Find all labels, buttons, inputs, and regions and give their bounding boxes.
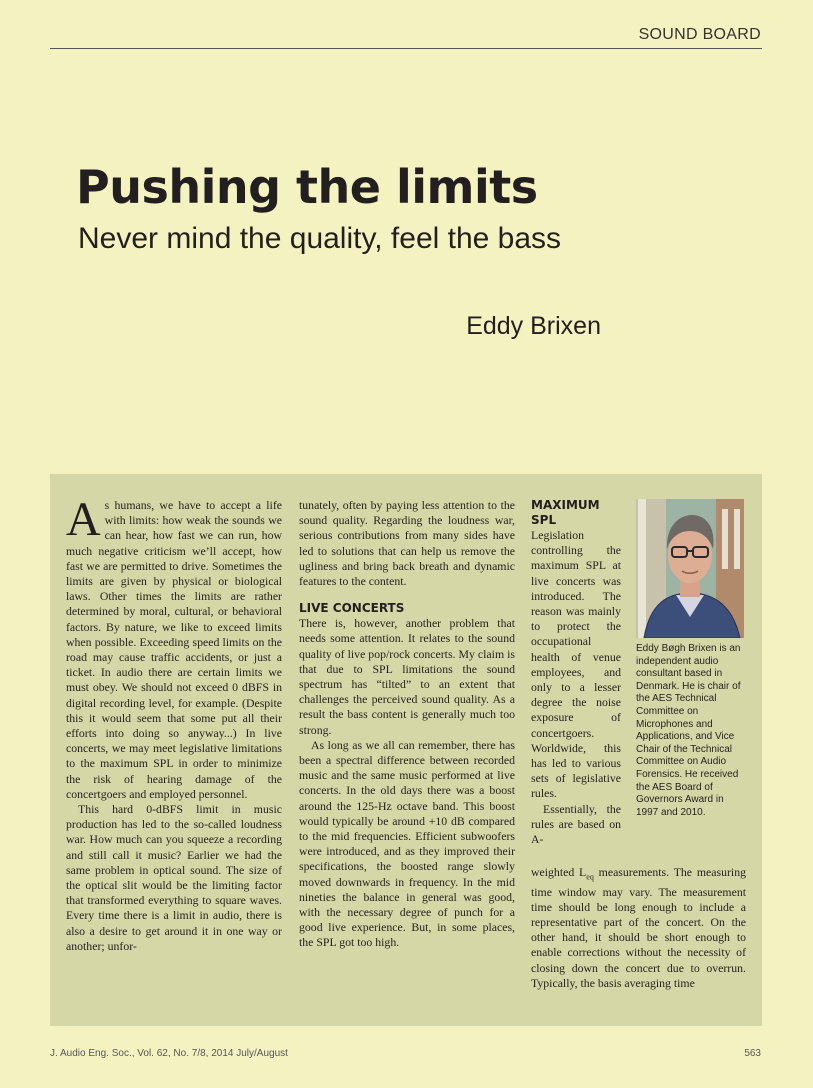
- section-heading-maximum-spl: MAXIMUM SPL: [531, 498, 600, 527]
- column-2: [299, 498, 515, 951]
- column-1: [66, 493, 282, 954]
- page-number: 563: [744, 1048, 761, 1059]
- paragraph: Essentially, the rules are based on A-: [531, 801, 621, 847]
- paragraph: This hard 0-dBFS limit in music production has led to the so-called loudness war. How much can you squeeze a recording and still call it music? Earlier we had the same problem in optical sound. The size of the optical slit would be the limiting factor that transformed everything to square waves. Every time there is a limit in audio, there is also a desire to get around it in one way or another; unfor-: [66, 802, 282, 953]
- text-run: weighted L: [531, 865, 587, 879]
- article-subtitle: Never mind the quality, feel the bass: [78, 222, 562, 255]
- text-run: measurements. The measuring time window may vary. The measurement time should be long enough to include a representative part of the concert. On the other hand, it should be short enough to enable corrections without the necessity of closing down the concert due to overrun. Typically, the basis averaging time: [531, 865, 747, 990]
- paragraph: Legislation controlling the maximum SPL at live concerts was introduced. The reason was mainly to protect the occupational health of venue employees, and only to a lesser degree the noise exposure of concertgoers. Worldwide, this has led to various sets of legislative rules.: [531, 528, 621, 801]
- paragraph: tunately, often by paying less attention to the sound quality. Regarding the loudness war, serious contributions from many sides have led to solutions that can help us remove the ugliness and bring back breath and dynamic features to the content.: [299, 498, 515, 589]
- drop-cap: A: [66, 493, 101, 546]
- journal-citation: J. Audio Eng. Soc., Vol. 62, No. 7/8, 2014 July/August: [50, 1048, 288, 1059]
- article-title: Pushing the limits: [76, 160, 538, 214]
- header-rule: [50, 48, 762, 49]
- author-bio-caption: Eddy Bøgh Brixen is an independent audio consultant based in Denmark. He is chair of the AES Technical Committee on Microphones and Applications, and Vice Chair of the Technical Committee on Audio Forensics. He received the AES Board of Governors Award in 1997 and 2010.: [636, 643, 741, 818]
- paragraph: [531, 865, 746, 991]
- section-heading-live-concerts: LIVE CONCERTS: [299, 601, 405, 616]
- column-3-continued: [531, 865, 746, 991]
- paragraph: There is, however, another problem that needs some attention. It relates to the sound quality of live pop/rock concerts. My claim is that due to SPL limitations the sound spectrum has “tilted” to an extent that challenges the perceived sound quality. As a result the bass content is generally much too strong.: [299, 616, 515, 737]
- article-author: Eddy Brixen: [466, 312, 601, 340]
- paragraph: As long as we all can remember, there has been a spectral difference between recorded music and the same music performed at live concerts. In the old days there was a boost around the 125-Hz octave band. This boost would typically be around +10 dB compared to the mid frequencies. Efficient subwoofers were introduced, and as they improved their specifications, the boosted range slowly moved downwards in frequency. In the mid nineties the balance in general was good, with the necessary degree of punch for a good live experience. But, in some places, the SPL got too high.: [299, 737, 515, 950]
- column-3: [531, 498, 621, 847]
- paragraph: s humans, we have to accept a life with limits: how weak the sounds we can hear, how fast we can run, how much negative criticism we’ll accept, how fast we are permitted to drive. Sometimes the limits are given by physical or biological laws. Other times the limits are rather determined by moral, cultural, or behavioral factors. By nature, we like to exceed limits when possible. Exceeding speed limits on the road may cause traffic accidents, or just a ticket. In audio there are certain limits we must obey. We should not exceed 0 dBFS in digital recording level, for example. (Despite this it would seem that some put all their efforts into doing so anyway...) In live concerts, we may meet legislative limitations to the maximum SPL in order to minimize the risk of hearing damage of the concertgoers and employed personnel.: [66, 498, 282, 801]
- section-label: SOUND BOARD: [638, 26, 761, 43]
- author-photo: [636, 499, 744, 638]
- subscript: eq: [586, 872, 594, 882]
